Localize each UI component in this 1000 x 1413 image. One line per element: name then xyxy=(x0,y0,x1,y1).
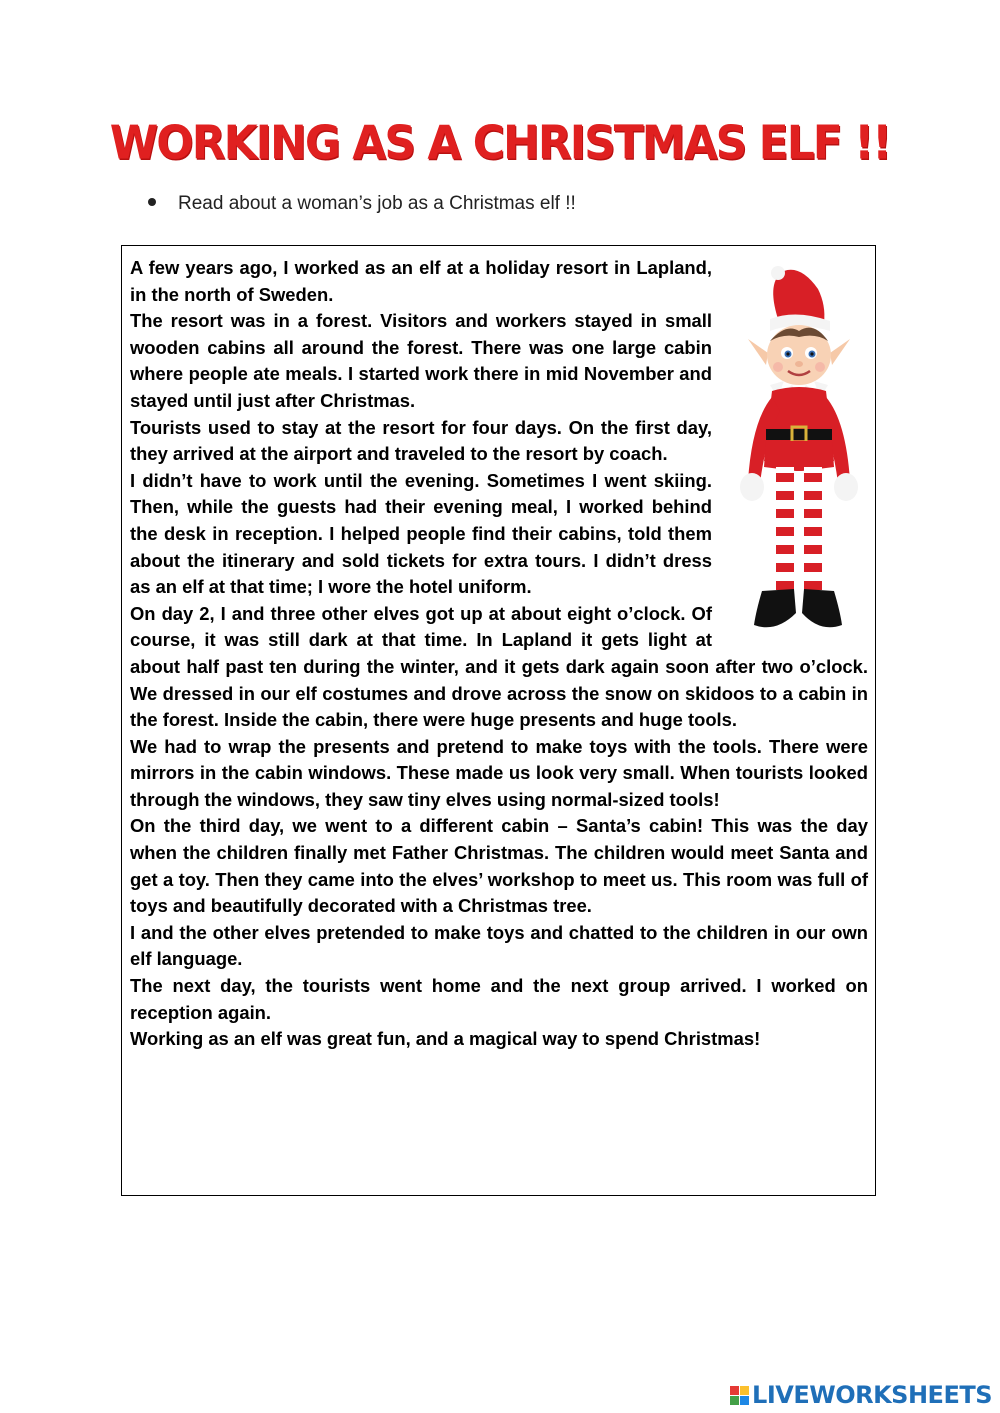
logo-squares-icon xyxy=(730,1386,749,1405)
story-paragraph: On the third day, we went to a different cabin – Santa’s cabin! This was the day when the children finally met Father Christmas. The children would meet Santa and get a toy. Then they came into the elves’ workshop to meet us. This room was full of toys and beautifully decorated with a Christmas tree. xyxy=(130,815,868,917)
story-paragraph: Tourists used to stay at the resort for four days. On the first day, they arrived at the airport and traveled to the resort by coach. xyxy=(130,416,712,465)
bullet-icon xyxy=(148,198,156,206)
story-paragraph: On day 2, I and three other elves got up at about eight o’clock. Of course, it was still dark at that time. In Lapland it gets light at about half past ten during the winter, and it gets dark again soon after two o’clock. We dressed in our elf costumes and drove across the snow on skidoos to a cabin in the forest. Inside the cabin, there were huge presents and huge tools. xyxy=(130,602,868,731)
story-paragraph: The next day, the tourists went home and the next group arrived. I worked on reception again. xyxy=(130,975,868,1023)
logo-text: LIVEWORKSHEETS xyxy=(752,1381,992,1409)
story-paragraph: A few years ago, I worked as an elf at a holiday resort in Lapland, in the north of Sweden. xyxy=(130,257,712,305)
instruction-text: Read about a woman’s job as a Christmas elf !! xyxy=(178,193,576,214)
story-paragraph: We had to wrap the presents and pretend to make toys with the tools. There were mirrors in the cabin windows. These made us look very small. When tourists looked through the windows, they saw tiny elves using normal-sized tools! xyxy=(130,735,868,810)
instruction-bullet xyxy=(148,193,576,215)
story-paragraph: I and the other elves pretended to make toys and chatted to the children in our own elf language. xyxy=(130,921,868,970)
elf-illustration-icon xyxy=(726,261,868,653)
story-paragraph: Working as an elf was great fun, and a magical way to spend Christmas! xyxy=(130,1028,761,1050)
story-box xyxy=(121,245,876,1196)
story-text xyxy=(130,255,868,1053)
liveworksheets-logo xyxy=(730,1381,992,1409)
worksheet-title: WORKING AS A CHRISTMAS ELF !! xyxy=(109,116,891,171)
story-paragraph: I didn’t have to work until the evening. Sometimes I went skiing. Then, while the guests had their evening meal, I worked behind the desk in reception. I helped people find their cabins, told them about the itinerary and sold tickets for extra tours. I didn’t dress as an elf at that time; I wore the hotel uniform. xyxy=(130,469,712,598)
story-paragraph: The resort was in a forest. Visitors and workers stayed in small wooden cabins all around the forest. There was one large cabin where people ate meals. I started work there in mid November and stayed until just after Christmas. xyxy=(130,310,712,411)
